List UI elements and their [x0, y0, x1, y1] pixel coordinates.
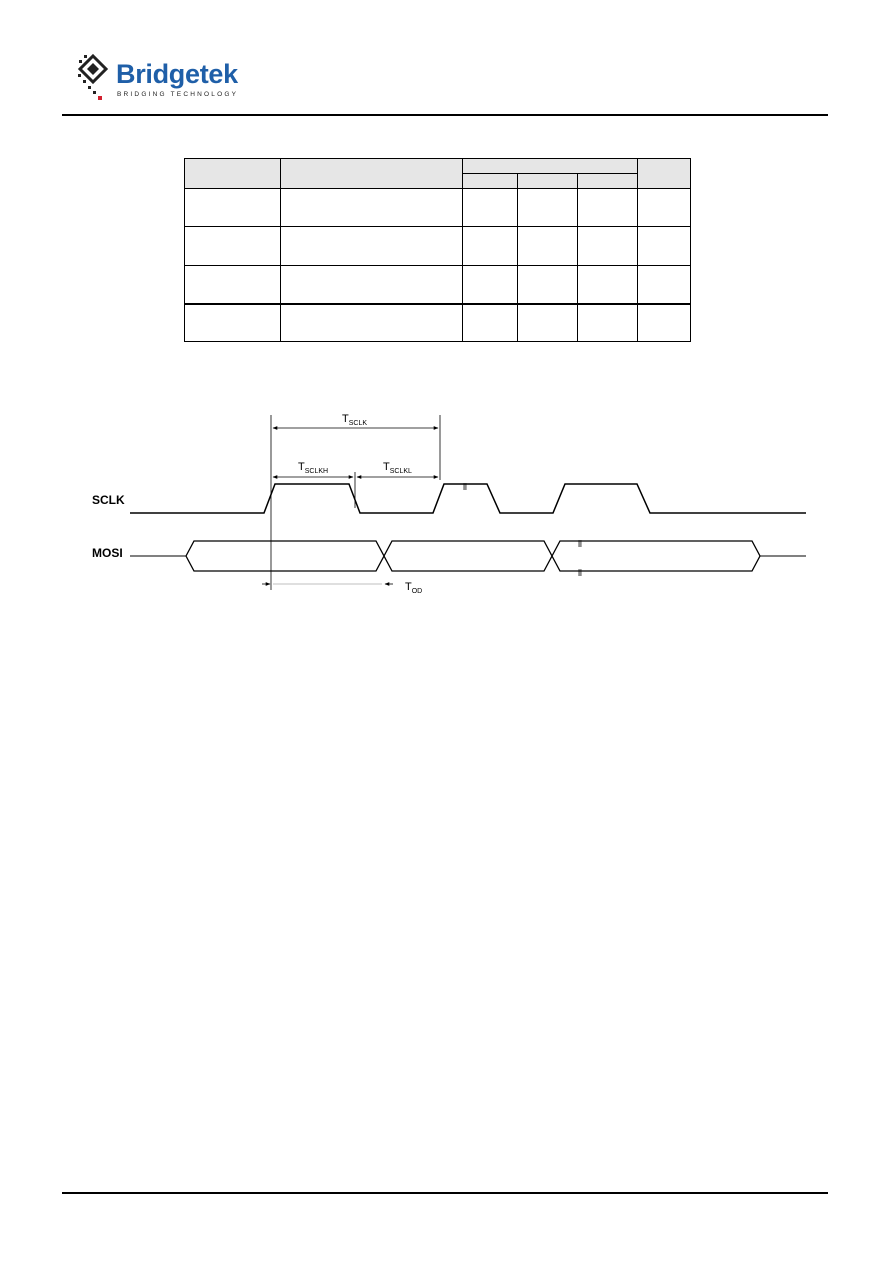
table-header-cell — [638, 159, 691, 189]
footer-rule — [62, 1192, 828, 1194]
brand-name: Bridgetek — [116, 59, 238, 89]
tsclkh-label: $T_{SCLKH}$ — [298, 461, 329, 475]
table-row — [185, 189, 691, 227]
tsclkl-label: $T_{SCLKL}$ — [383, 461, 412, 475]
svg-text:⦀: ⦀ — [578, 568, 582, 578]
table-header-cell — [578, 174, 638, 189]
table-header-cell — [185, 159, 281, 189]
table-header-cell — [518, 174, 578, 189]
brand-tagline: BRIDGING TECHNOLOGY — [117, 91, 239, 98]
svg-text:⦀: ⦀ — [578, 539, 582, 549]
spi-timing-diagram — [76, 400, 816, 600]
sclk-waveform — [130, 484, 806, 513]
header-rule — [62, 114, 828, 116]
svg-text:⦀: ⦀ — [463, 482, 467, 492]
chip-logo-icon — [76, 52, 110, 104]
mosi-signal-label: MOSI — [92, 546, 123, 560]
tod-label: $T_{OD}$ — [405, 581, 423, 595]
sclk-signal-label: SCLK — [92, 493, 125, 507]
table-header-cell — [463, 174, 518, 189]
company-logo — [76, 52, 246, 104]
table-row — [185, 227, 691, 266]
mosi-bit-1 — [186, 541, 384, 571]
table-row — [185, 304, 691, 342]
timing-spec-table — [184, 158, 691, 342]
table-row — [185, 266, 691, 304]
tsclk-label: $T_{SCLK}$ — [342, 413, 368, 427]
mosi-bit-3 — [552, 541, 760, 571]
mosi-bit-2 — [384, 541, 552, 571]
table-header-cell — [281, 159, 463, 189]
table-header-cell — [463, 159, 638, 174]
